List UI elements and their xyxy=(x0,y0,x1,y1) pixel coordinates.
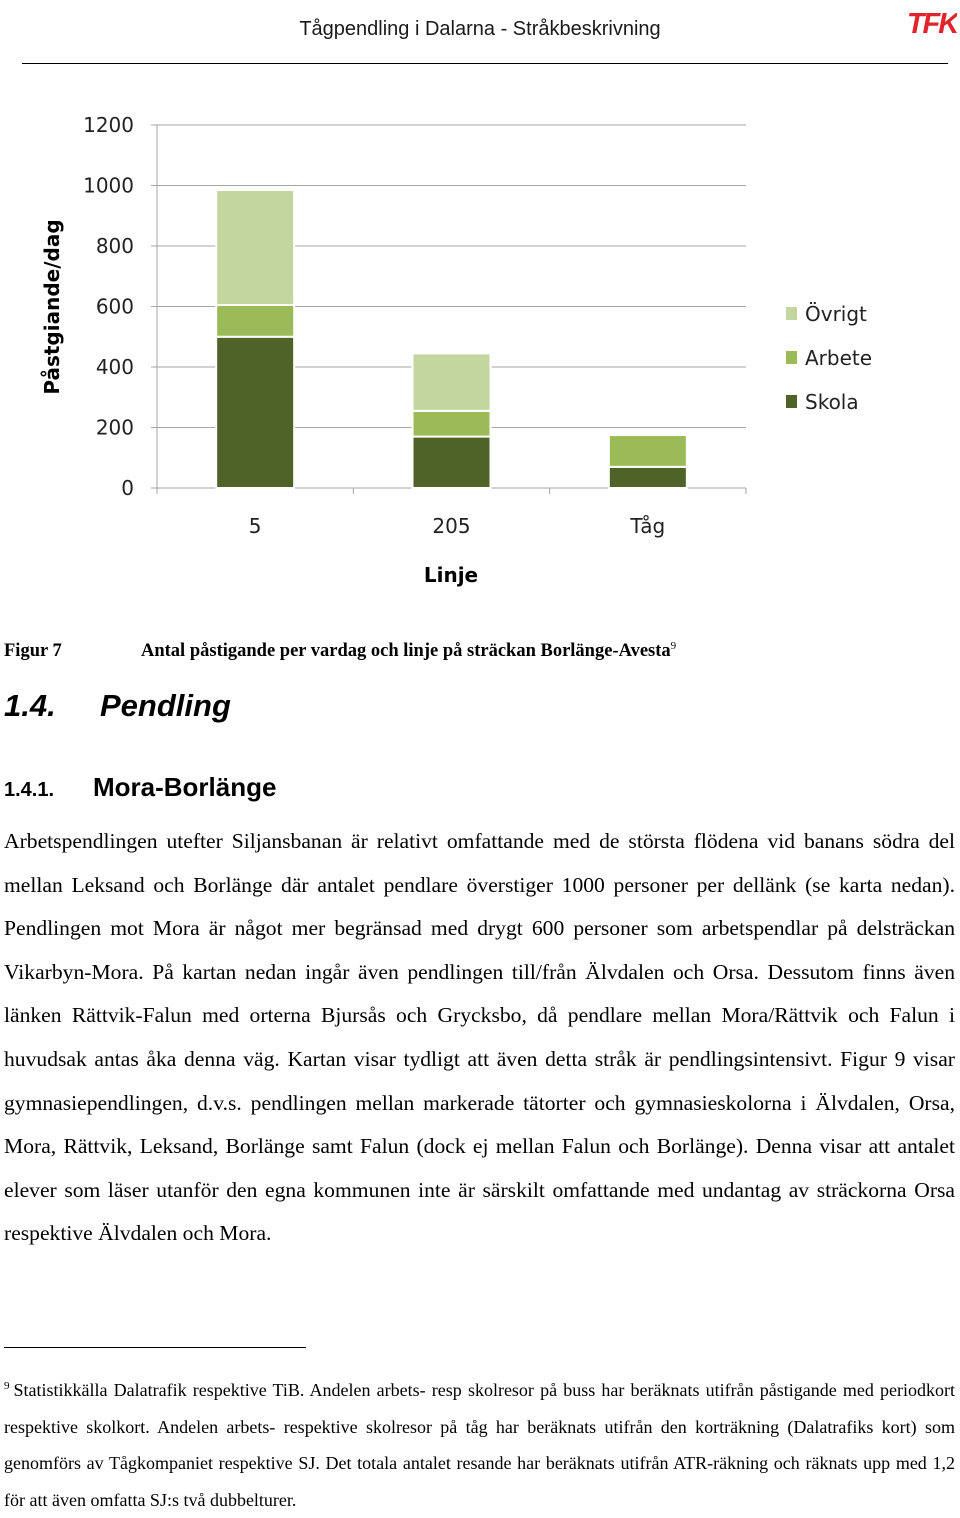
legend-label: Arbete xyxy=(805,346,873,370)
tfk-logo-text: TFK xyxy=(907,8,957,40)
y-tick-labels xyxy=(83,113,134,500)
stacked-bar-chart xyxy=(0,90,960,600)
bar-segment-arbete xyxy=(216,305,294,337)
body-paragraph: Arbetspendlingen utefter Siljansbanan är relativt omfattande med de största flödena vid banans södra del mellan Leksand och Borlänge där antalet pendlare överstiger 1000 personer per dellänk (se karta nedan). Pendlingen mot Mora är något mer begränsad med drygt 600 personer som arbetspendlar på delsträckan Vikarbyn-Mora. På kartan nedan ingår även pendlingen till/från Älvdalen och Orsa. Dessutom finns även länken Rättvik-Falun med orterna Bjursås och Grycksbo, då pendlare mellan Mora/Rättvik och Falun i huvudsak antas åka denna väg. Kartan visar tydligt att även detta stråk är pendlingsintensivt. Figur 9 visar gymnasiependlingen, d.v.s. pendlingen mellan markerade tätorter och gymnasieskolorna i Älvdalen, Orsa, Mora, Rättvik, Leksand, Borlänge samt Falun (dock ej mellan Falun och Borlänge). Denna visar att antalet elever som läser utanför den egna kommunen inte är särskilt omfattande med undantag av sträckorna Orsa respektive Älvdalen och Mora. xyxy=(4,829,955,1246)
tfk-logo xyxy=(907,2,957,42)
y-tick-label: 0 xyxy=(121,476,134,500)
page-header xyxy=(0,0,960,64)
y-tick-label: 600 xyxy=(95,294,134,319)
chart-legend xyxy=(786,302,872,414)
bar-segment-skola xyxy=(216,337,294,488)
figure-caption xyxy=(4,640,954,662)
header-divider xyxy=(22,63,948,64)
legend-label: Skola xyxy=(805,390,859,414)
x-tick-label: Tåg xyxy=(630,514,666,538)
y-tick-label: 1000 xyxy=(83,173,134,198)
legend-swatch xyxy=(786,395,797,408)
footnote-reference: 9 xyxy=(670,640,677,652)
figure-label: Figur 7 xyxy=(4,641,62,662)
bar-segment-övrigt xyxy=(413,353,491,410)
footnote-number: 9 xyxy=(4,1380,10,1392)
y-axis-label: Påstgiande/dag xyxy=(40,219,64,395)
bar-segment-övrigt xyxy=(216,190,294,305)
legend-label: Övrigt xyxy=(805,302,867,326)
y-tick-label: 400 xyxy=(95,355,134,379)
header-title: Tågpendling i Dalarna - Stråkbeskrivning xyxy=(299,18,661,40)
y-tick-label: 200 xyxy=(95,415,134,440)
chart-bars xyxy=(216,190,687,488)
figure-caption-text: Antal påstigande per vardag och linje på sträckan Borlänge-Avesta xyxy=(141,641,671,662)
subsection-heading xyxy=(4,772,276,803)
footnote-text: Statistikkälla Dalatrafik respektive TiB. Andelen arbets- resp skolresor på buss har beräknats utifrån påstigande med periodkort respektive skolkort. Andelen arbets- respektive skolresor på tåg har beräknats utifrån den korträkning (Dalatrafiks kort) som genomförs av Tågkompaniet respektive SJ. Det totala antalet resande har beräknats utifrån ATR-räkning och räknats upp med 1,2 för att även omfatta SJ:s två dubbelturer. xyxy=(4,1380,955,1510)
footnote xyxy=(4,1368,955,1518)
x-axis-label: Linje xyxy=(423,563,479,587)
footnote-divider xyxy=(4,1347,306,1348)
section-title: Pendling xyxy=(100,688,231,723)
subsection-title: Mora-Borlänge xyxy=(93,772,277,802)
bar-segment-skola xyxy=(609,467,687,488)
legend-swatch xyxy=(786,307,797,320)
x-tick-label: 205 xyxy=(432,514,471,538)
legend-swatch xyxy=(786,351,797,364)
bar-segment-skola xyxy=(413,437,491,488)
x-tick-label: 5 xyxy=(248,514,262,538)
y-tick-label: 1200 xyxy=(83,113,134,137)
bar-segment-arbete xyxy=(413,411,491,437)
subsection-number: 1.4.1. xyxy=(4,779,55,801)
x-tick-labels xyxy=(249,514,665,538)
bar-segment-arbete xyxy=(609,435,687,467)
section-heading xyxy=(4,688,231,724)
section-number: 1.4. xyxy=(4,688,56,723)
y-tick-label: 800 xyxy=(95,234,134,258)
